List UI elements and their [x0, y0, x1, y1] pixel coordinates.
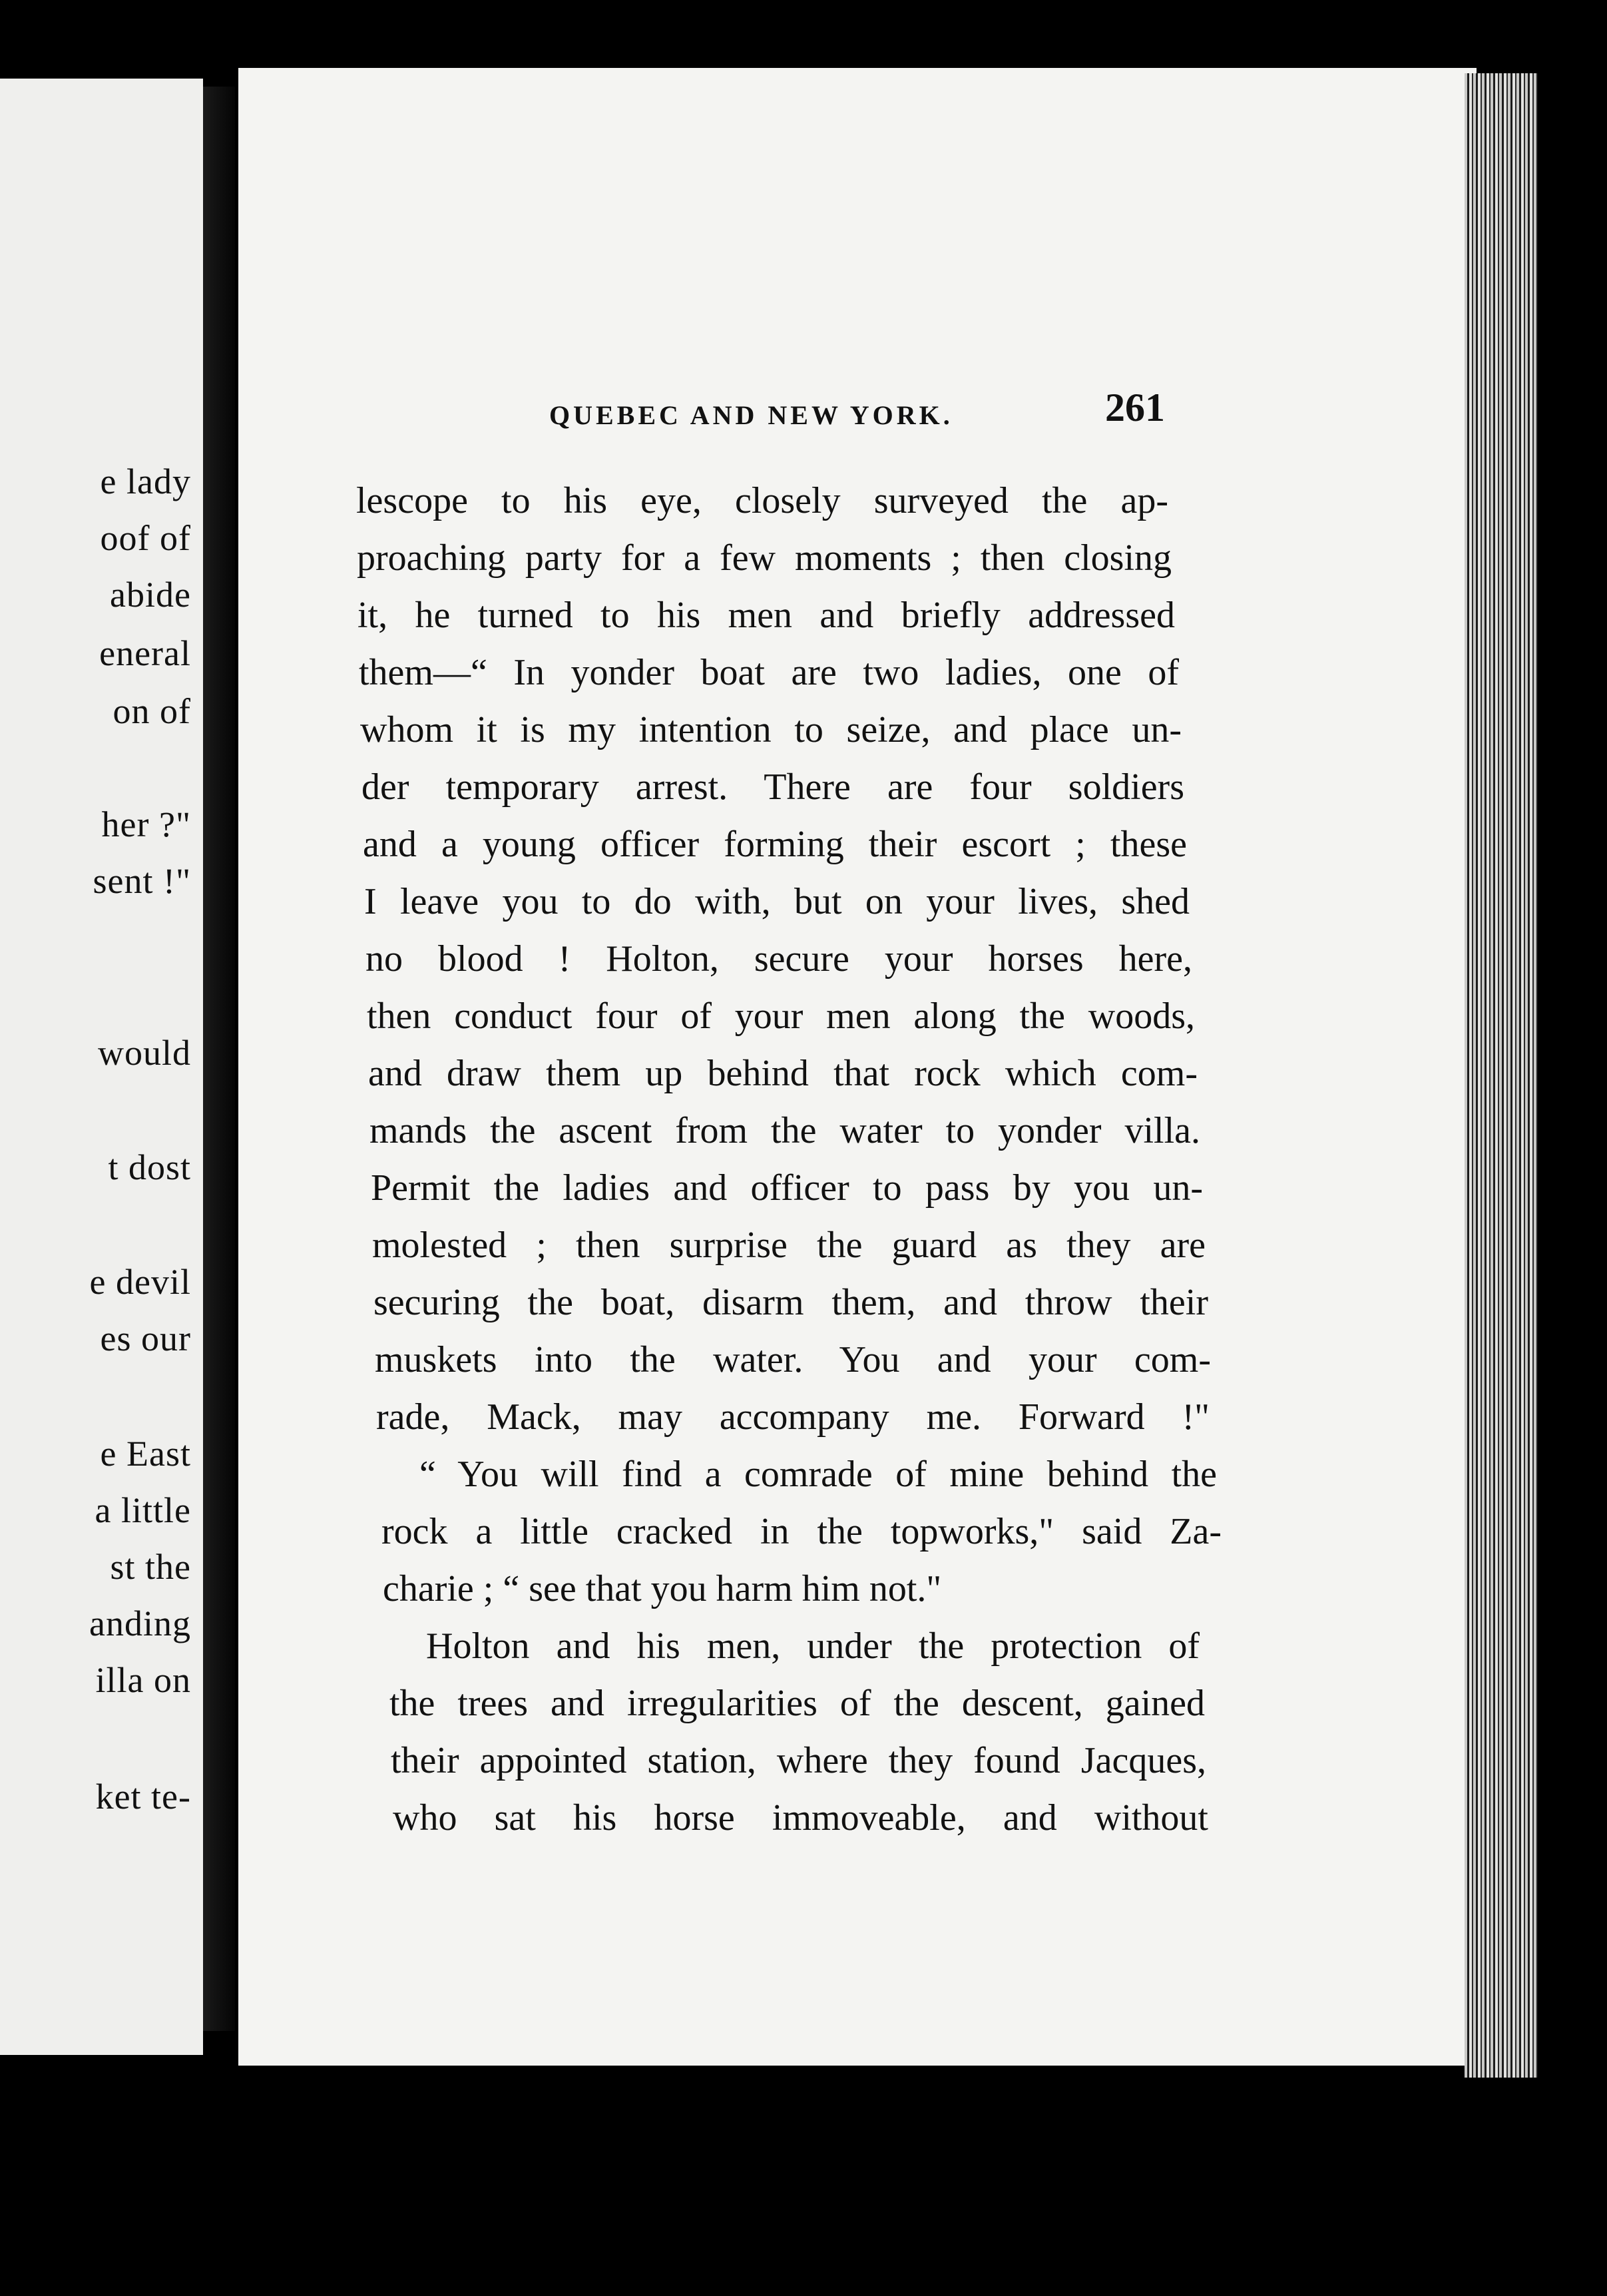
left-page-line: abide — [110, 575, 191, 615]
left-page-line: her ?" — [101, 804, 191, 844]
left-page-line: st the — [110, 1547, 191, 1587]
text-line: who sat his horse immoveable, and without — [393, 1797, 1208, 1839]
left-page-line: es our — [100, 1318, 191, 1358]
left-page-line: ket te- — [95, 1777, 191, 1817]
left-page-line: e devil — [89, 1262, 191, 1302]
text-line: Holton and his men, under the protection of — [426, 1625, 1200, 1667]
text-line: “ You will find a comrade of mine behind the — [419, 1454, 1217, 1495]
text-line: molested ; then surprise the guard as they are — [372, 1225, 1206, 1266]
text-line: them—“ In yonder boat are two ladies, one of — [359, 652, 1179, 693]
left-page-line: e East — [100, 1434, 191, 1474]
text-line: Permit the ladies and officer to pass by you un- — [371, 1167, 1203, 1209]
text-line: lescope to his eye, closely surveyed the ap- — [356, 480, 1168, 521]
text-line: rade, Mack, may accompany me. Forward !" — [376, 1396, 1210, 1438]
page-stack-edges — [1465, 73, 1538, 2078]
left-page-line: oof of — [100, 518, 191, 558]
text-line: muskets into the water. You and your com- — [375, 1339, 1211, 1380]
text-line: and a young officer forming their escort ; these — [363, 824, 1187, 865]
text-line: whom it is my intention to seize, and place un- — [360, 709, 1182, 750]
left-page-line: would — [98, 1033, 191, 1073]
text-line: charie ; “ see that you harm him not." — [383, 1568, 942, 1609]
left-page-line: anding — [89, 1603, 191, 1643]
left-page-line: a little — [95, 1490, 191, 1530]
text-line: no blood ! Holton, secure your horses here, — [365, 938, 1192, 980]
left-page-line: on of — [113, 691, 191, 731]
left-page-line: sent !" — [93, 861, 191, 901]
text-line: mands the ascent from the water to yonder villa. — [369, 1110, 1200, 1151]
running-head: QUEBEC AND NEW YORK. — [549, 400, 953, 430]
text-line: it, he turned to his men and briefly addressed — [357, 595, 1175, 636]
left-page-line: eneral — [99, 633, 191, 673]
text-line: the trees and irregularities of the descent, gained — [389, 1683, 1205, 1724]
text-line: securing the boat, disarm them, and throw their — [373, 1282, 1208, 1323]
page-number: 261 — [1105, 386, 1165, 430]
text-line: their appointed station, where they found Jacques, — [391, 1740, 1206, 1781]
text-line: rock a little cracked in the topworks," said Za- — [381, 1511, 1222, 1552]
left-page-line: illa on — [95, 1660, 191, 1700]
left-facing-page — [0, 79, 203, 2055]
book-gutter — [203, 87, 235, 2031]
text-line: der temporary arrest. There are four soldiers — [361, 766, 1184, 808]
text-line: and draw them up behind that rock which com- — [368, 1053, 1198, 1094]
text-line: proaching party for a few moments ; then closing — [357, 537, 1172, 579]
left-page-line: e lady — [100, 461, 191, 501]
text-line: I leave you to do with, but on your lives, shed — [364, 881, 1190, 922]
left-page-line: t dost — [108, 1147, 191, 1187]
text-line: then conduct four of your men along the woods, — [367, 996, 1195, 1037]
